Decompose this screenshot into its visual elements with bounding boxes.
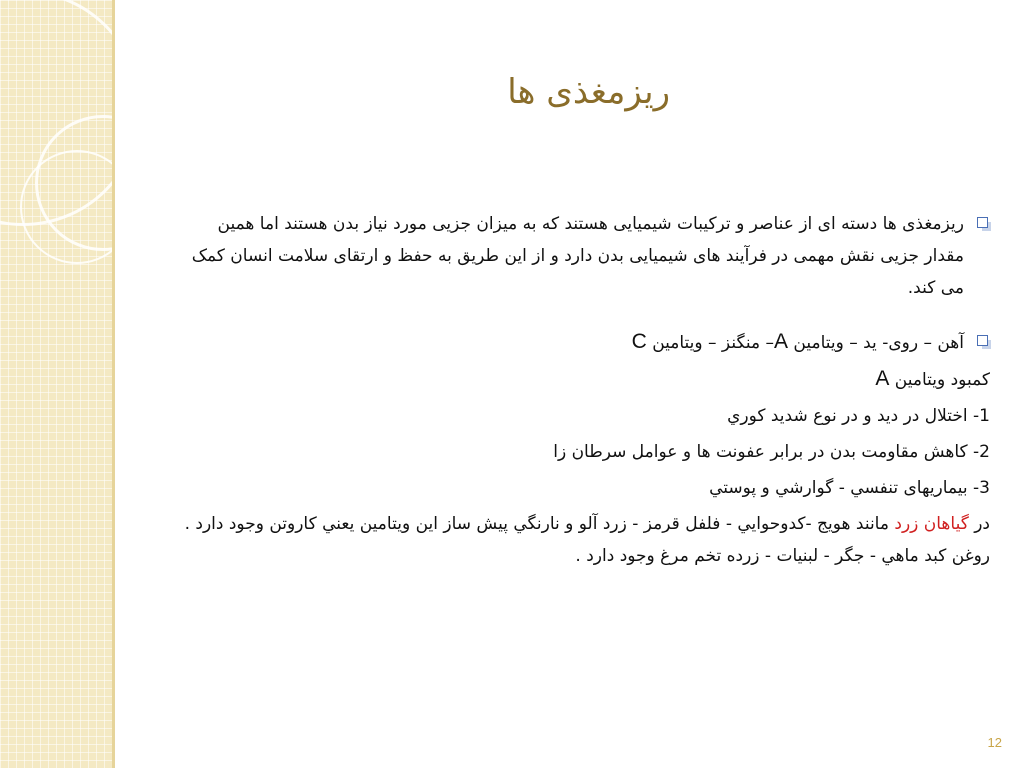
square-bullet-icon bbox=[977, 217, 988, 228]
slide-title: ریزمغذی ها bbox=[507, 72, 670, 112]
deficiency-item-3: 3- بيماريهای تنفسي - گوارشي و پوستي bbox=[709, 478, 990, 498]
deficiency-label: کمبود ویتامین bbox=[889, 370, 990, 390]
page-number: 12 bbox=[987, 735, 1002, 750]
slide-content bbox=[180, 208, 990, 572]
deficiency-item-2: 2- کاهش مقاومت بدن در برابر عفونت ها و عوامل سرطان زا bbox=[553, 442, 990, 462]
definition-text: ریزمغذی ها دسته ای از عناصر و ترکیبات شیمیایی هستند که به میزان جزیی مورد نیاز بدن هستند اما همین مقدار جزیی نقش مهمی در فرآیند های شیمیایی بدن دارد و از این طریق به حفظ و ارتقای سلامت انسان کمک می کند. bbox=[191, 214, 964, 298]
vitamin-a-label: A bbox=[773, 330, 788, 353]
micronutrient-text-1: آهن – روی- ید – ویتامین bbox=[788, 333, 964, 353]
square-bullet-icon bbox=[977, 335, 988, 346]
sources-paragraph bbox=[180, 508, 990, 572]
bullet-micronutrient-list bbox=[180, 326, 990, 359]
sources-rest: مانند هويج -كدوحوايي - فلفل قرمز - زرد آلو و نارنگي پيش ساز اين ويتامين يعني كاروتن وجود دارد . روغن كبد ماهي - جگر - لبنيات - زرده تخم مرغ وجود دارد . bbox=[184, 514, 990, 566]
bullet-definition bbox=[180, 208, 990, 304]
deficiency-item-1: 1- اختلال در دید و در نوع شديد كوري bbox=[727, 406, 990, 426]
decorative-side-panel bbox=[0, 0, 112, 768]
deficiency-vitamin-a: A bbox=[875, 367, 890, 390]
deficiency-heading bbox=[180, 363, 990, 396]
yellow-plants-highlight: گیاهان زرد bbox=[894, 514, 969, 534]
side-panel-border bbox=[112, 0, 115, 768]
vitamin-c-label: C bbox=[631, 330, 647, 353]
sources-prefix: در bbox=[968, 514, 990, 534]
micronutrient-text-2: – منگنز – ویتامین bbox=[646, 333, 774, 353]
